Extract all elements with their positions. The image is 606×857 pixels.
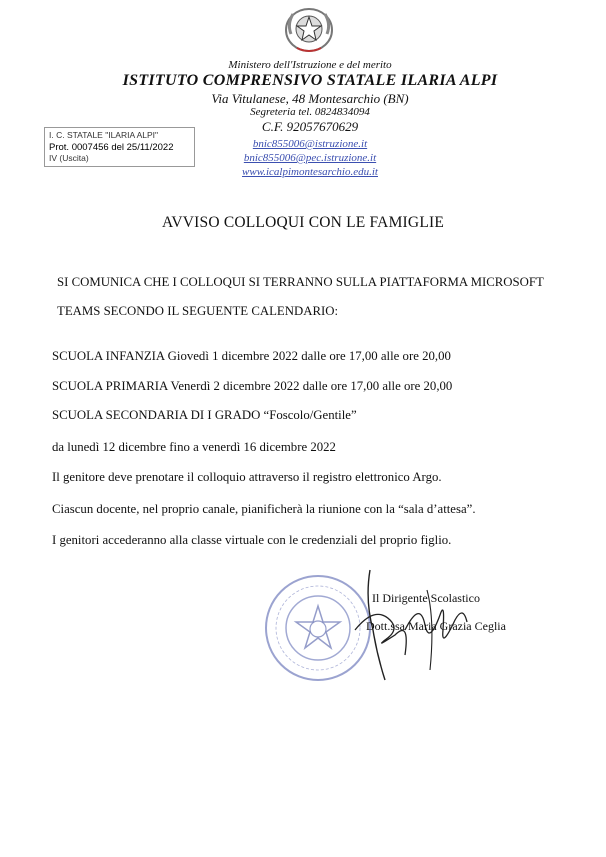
schedule-infanzia: SCUOLA INFANZIA Giovedì 1 dicembre 2022 dalle ore 17,00 alle ore 20,00 [52, 349, 451, 363]
school-name: ISTITUTO COMPRENSIVO STATALE ILARIA ALPI [122, 72, 498, 89]
pec-link[interactable]: bnic855006@pec.istruzione.it [243, 152, 377, 164]
booking-instructions: Il genitore deve prenotare il colloquio attraverso il registro elettronico Argo. [52, 470, 442, 484]
notice-title: AVVISO COLLOQUI CON LE FAMIGLIE [161, 214, 445, 231]
school-tax-code: C.F. 92057670629 [261, 119, 359, 134]
protocol-number: Prot. 0007456 del 25/11/2022 [49, 141, 174, 153]
protocol-school: I. C. STATALE "ILARIA ALPI" [49, 130, 159, 140]
school-address: Via Vitulanese, 48 Montesarchio (BN) [211, 91, 409, 106]
website-link[interactable]: www.icalpimontesarchio.edu.it [242, 166, 378, 178]
schedule-secondaria: SCUOLA SECONDARIA DI I GRADO “Foscolo/Gentile” [52, 408, 357, 422]
intro-line-2: TEAMS SECONDO IL SEGUENTE CALENDARIO: [57, 304, 339, 318]
meeting-instructions: Ciascun docente, nel proprio canale, pianificherà la riunione con la “sala d’attesa”. [52, 502, 476, 516]
ministry-name: Ministero dell'Istruzione e del merito [228, 59, 392, 71]
access-instructions: I genitori accederanno alla classe virtuale con le credenziali del proprio figlio. [52, 533, 452, 547]
signatory-role: Il Dirigente Scolastico [372, 591, 480, 605]
protocol-direction: IV (Uscita) [49, 153, 89, 163]
protocol-stamp [44, 127, 195, 167]
italian-republic-emblem-icon [283, 4, 335, 54]
schedule-secondaria-dates: da lunedì 12 dicembre fino a venerdì 16 dicembre 2022 [52, 440, 336, 454]
schedule-primaria: SCUOLA PRIMARIA Venerdì 2 dicembre 2022 dalle ore 17,00 alle ore 20,00 [52, 379, 453, 393]
signatory-name: Dott.ssa Maria Grazia Ceglia [366, 619, 506, 633]
email-link[interactable]: bnic855006@istruzione.it [252, 138, 368, 150]
intro-line-1: SI COMUNICA CHE I COLLOQUI SI TERRANNO SULLA PIATTAFORMA MICROSOFT [57, 275, 544, 289]
school-phone: Segreteria tel. 0824834094 [250, 106, 370, 118]
